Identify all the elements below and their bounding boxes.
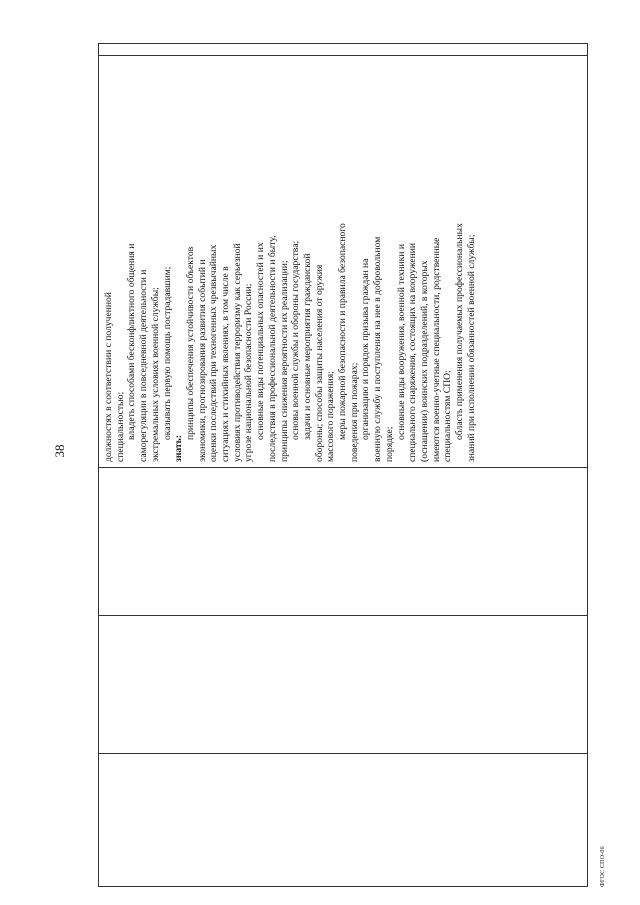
text-line: основные виды потенциальных опасностей и их bbox=[255, 242, 267, 440]
page-number: 38 bbox=[52, 444, 67, 458]
text-line: обороны; способы защиты населения от оружия bbox=[313, 264, 325, 462]
column-divider bbox=[99, 753, 587, 754]
text-line: меры пожарной безопасности и правила безопасного bbox=[337, 223, 349, 440]
text-line: знаний при исполнении обязанностей военной службы; bbox=[465, 234, 477, 462]
text-line: поведения при пожарах; bbox=[348, 362, 360, 462]
text-line: военную службу и поступления на нее в добровольном bbox=[372, 236, 384, 462]
text-line: должностях в соответствии с полученной bbox=[103, 292, 114, 462]
text-line: специального снаряжения, состоящих на вооружении bbox=[407, 242, 419, 462]
text-line: последствия в профессиональной деятельности и быту, bbox=[266, 235, 278, 462]
text-line: специальностью; bbox=[114, 391, 126, 462]
column-divider bbox=[99, 467, 587, 468]
column-divider bbox=[99, 55, 587, 56]
text-line: условиях противодействия терроризму как серьезной bbox=[231, 243, 243, 462]
text-line: знать: bbox=[173, 435, 185, 462]
text-line: организацию и порядок призыва граждан на bbox=[360, 258, 372, 440]
text-line: имеются военно-учетные специальности, родственные bbox=[430, 237, 442, 462]
text-line: основные виды вооружения, военной техники и bbox=[395, 244, 407, 440]
text-line: владеть способами бесконфликтного общения и bbox=[126, 243, 138, 440]
text-line: оказывать первую помощь пострадавшим; bbox=[161, 266, 173, 440]
competency-table bbox=[98, 43, 588, 887]
text-line: специальностям СПО; bbox=[442, 370, 454, 462]
text-line: экстремальных условиях военной службы; bbox=[149, 287, 161, 462]
text-line: угрозе национальной безопасности России; bbox=[243, 283, 255, 462]
text-line: принципы обеспечения устойчивости объектов bbox=[184, 246, 196, 440]
column-divider bbox=[99, 615, 587, 616]
text-line: саморегуляции в повседневной деятельности и bbox=[138, 269, 150, 462]
text-line: основы военной службы и обороны государства; bbox=[290, 240, 302, 440]
footer-code: ФГОС СПО-06 bbox=[600, 846, 606, 887]
text-line: ситуациях и стихийных явлениях, в том числе в bbox=[220, 266, 232, 462]
text-line: принципы снижения вероятности их реализации; bbox=[278, 260, 290, 462]
text-line: (оснащении) воинских подразделений, в которых bbox=[418, 260, 430, 462]
text-line: массового поражения; bbox=[325, 371, 337, 462]
text-line: область применения получаемых профессиональных bbox=[454, 223, 466, 440]
text-line: задачи и основные мероприятия гражданской bbox=[301, 253, 313, 440]
text-line: оценки последствий при техногенных чрезвычайных bbox=[208, 244, 220, 462]
competency-text-cell bbox=[103, 60, 587, 466]
text-line: экономики, прогнозирования развития событий и bbox=[196, 259, 208, 462]
text-line: порядке; bbox=[383, 426, 395, 462]
